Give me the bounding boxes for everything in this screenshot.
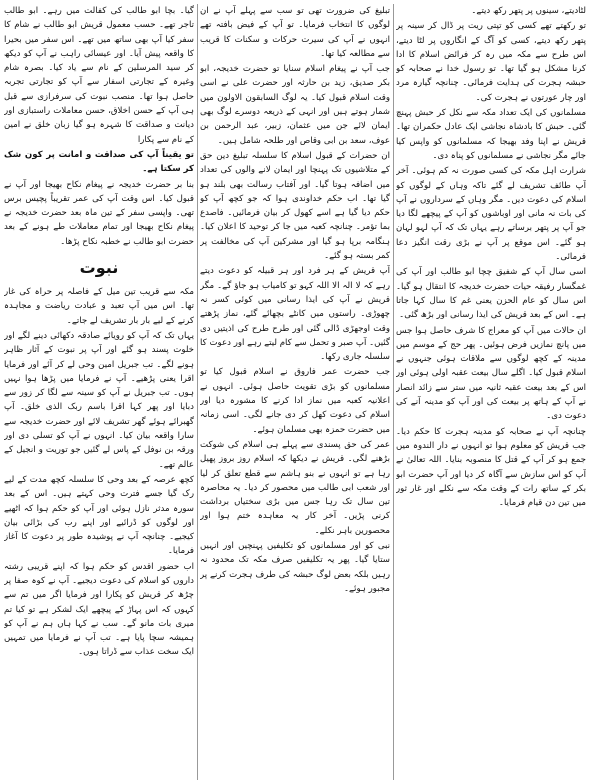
paragraph: جب آپ نے پیغام اسلام سنایا تو حضرت خدیجہ، ابو بکر صدیق، زید بن حارثہ اور حضرت علی نے اسی وقت اسلام قبول کیا۔ یہ لوگ السابقون الاولون میں شمار ہوتے ہیں اور انہی کے ذریعہ دوسرے لوگ بھی ایمان لائے جن میں عثمان، زبیر، عبد الرحمن بن عوف، سعد بن ابی وقاص اور طلحہ شامل ہیں۔ [200,64,390,146]
paragraph: اسی سال آپ کے شفیق چچا ابو طالب اور آپ کی غمگسار رفیقہ حیات حضرت خدیجہ کا انتقال ہو گیا۔ اس سال کو عام الحزن یعنی غم کا سال کہا جاتا ہے۔ اس کے بعد قریش کی ایذا رسانی اور بڑھ گئی۔ [396,267,586,321]
column-right-mid-paragraphs [4,178,194,249]
paragraph: جب حضرت عمر فاروق نے اسلام قبول کیا تو مسلمانوں کو بڑی تقویت حاصل ہوئی۔ انہوں نے اعلانیہ کعبہ میں نماز ادا کرنے کا مشورہ دیا اور اسلام کی دعوت کھل کر دی جانے لگی۔ اسی زمانہ میں حضرت حمزہ بھی مسلمان ہوئے۔ [200,367,390,435]
paragraph: مکہ سے قریب تین میل کے فاصلہ پر حراہ کی غار تھا۔ اس میں آپ تعبد و عبادت ریاضت و مجاہدہ کرنے کے لیے بار بار تشریف لے جاتے۔ [4,287,194,326]
paragraph: آپ قریش کے ہر فرد اور ہر قبیلہ کو دعوت دیتے رہے کہ لا الہ الا اللہ کہو تو کامیاب ہو جاؤ گے۔ مگر قریش نے آپ کی ایذا رسانی میں کوئی کسر نہ چھوڑی۔ راستوں میں کانٹے بچھائے گئے، نماز پڑھتے وقت اوجھڑی ڈالی گئی اور طرح طرح کی اذیتیں دی گئیں۔ آپ صبر و تحمل سے کام لیتے رہے اور دعوت کا سلسلہ جاری رکھا۔ [200,266,390,363]
paragraph: شرارت اہل مکہ کی کسی صورت نہ کم ہوئی۔ آخر آپ طائف تشریف لے گئے تاکہ وہاں کے لوگوں کو اسلام کی دعوت دیں۔ مگر وہاں کے سرداروں نے آپ کی بات نہ مانی اور اوباشوں کو آپ کے پیچھے لگا دیا جو آپ پر پتھر برساتے رہے یہاں تک کہ آپ لہو لہان ہو گئے۔ اس موقع پر آپ نے بڑی رقت انگیز دعا فرمائی۔ [396,166,586,263]
column-middle [200,4,390,780]
column-left [396,4,586,780]
paragraph: ان حالات میں آپ کو معراج کا شرف حاصل ہوا جس میں پانچ نمازیں فرض ہوئیں۔ پھر حج کے موسم میں مدینہ کے کچھ لوگوں سے ملاقات ہوئی جنہوں نے اسلام قبول کیا۔ اگلے سال بیعت عقبہ اولی ہوئی اور اس کے بعد بیعت عقبہ ثانیہ میں ستر سے زائد انصار نے آپ کے ہاتھ پر بیعت کی اور آپ کو مدینہ آنے کی دعوت دی۔ [396,325,586,422]
column-right [4,4,194,780]
paragraph: اب حضور اقدس کو حکم ہوا کہ اپنے قریبی رشتہ داروں کو اسلام کی دعوت دیجیے۔ آپ نے کوہ صفا پر چڑھ کر قریش کو پکارا اور فرمایا اگر میں تم سے کہوں کہ اس پہاڑ کے پیچھے ایک لشکر ہے تو کیا تم میری بات مانو گے۔ سب نے کہا ہاں ہم نے آپ کو ہمیشہ سچا پایا ہے۔ تب آپ نے فرمایا میں تمہیں ایک سخت عذاب سے ڈراتا ہوں۔ [4,561,194,658]
paragraph: عمر کی حق پسندی سے پہلے ہی اسلام کی شوکت بڑھنے لگی۔ قریش نے دیکھا کہ اسلام روز بروز پھیل رہا ہے تو انہوں نے بنو ہاشم سے قطع تعلق کر لیا اور شعب ابی طالب میں محصور کر دیا۔ یہ محاصرہ تین سال تک رہا جس میں بڑی سختیاں برداشت کرنی پڑیں۔ آخر کار یہ معاہدہ ختم ہوا اور محصورین باہر نکلے۔ [200,439,390,536]
column-divider [393,4,394,780]
column-divider [197,4,198,780]
section-heading: نبوت [79,258,119,278]
paragraph: مسلمانوں کی ایک تعداد مکہ سے نکل کر حبش پہنچ گئی۔ حبش کا بادشاہ نجاشی ایک عادل حکمران تھا۔ قریش نے اپنا وفد بھیجا کہ مسلمانوں کو واپس کیا جائے مگر نجاشی نے مسلمانوں کو پناہ دی۔ [396,108,586,161]
column-right-bottom-paragraphs [4,285,194,660]
paragraph: یہاں تک کہ آپ کو رویائے صادقہ دکھائی دینے لگے اور خلوت پسند ہو گئے اور آپ پر نبوت کے آثار ظاہر ہونے لگے۔ تب جبریل امین وحی لے کر آئے اور فرمایا اقرا یعنی پڑھیے۔ آپ نے فرمایا میں پڑھا ہوا نہیں ہوں۔ تب جبریل نے آپ کو سینہ سے لگا کر زور سے دبایا اور پھر کہا اقرا باسم ربک الذی خلق۔ آپ گھبرائے ہوئے گھر تشریف لائے اور حضرت خدیجہ سے سارا واقعہ بیان کیا۔ انہوں نے آپ کو تسلی دی اور ورقہ بن نوفل کے پاس لے گئیں جو توریت و انجیل کے عالم تھے۔ [4,330,194,470]
column-right-top-paragraphs [4,4,194,147]
paragraph: تو رکھتے تھے کسی کو تپتی ریت پر ڈال کر سینہ پر پتھر رکھ دیتے، کسی کو آگ کے انگاروں پر لٹا دیتے، اس طرح سے مکہ میں رہ کر فرائض اسلام کا ادا کرنا مشکل ہو گیا تھا۔ تو رسول خدا نے صحابہ کو حبشہ ہجرت کی ہدایت فرمائی۔ چنانچہ گیارہ مرد اور چار عورتوں نے ہجرت کی۔ [396,21,586,103]
paragraph: بنا بر حضرت خدیجہ نے پیغام نکاح بھیجا اور آپ نے قبول کیا۔ اس وقت آپ کی عمر تقریباً پچیس برس تھی۔ واپسی سفر کے تین ماہ بعد حضرت خدیجہ نے پیغام نکاح بھیجا اور تمام معاملات طے ہونے کے بعد حضرت ابو طالب نے خطبہ نکاح پڑھا۔ [4,179,194,247]
paragraph: ان حضرات کے قبول اسلام کا سلسلہ تبلیغ دین حق کے متلاشیوں تک پہنچا اور ایمان لانے والوں کی تعداد میں اضافہ ہوتا گیا۔ اور آفتاب رسالت بھی بلند ہو گیا تھا۔ اب حکم خداوندی ہوا کہ جو کچھ آپ کو حکم دیا گیا ہے اسے کھول کر بیان فرمائیں۔ فاصدع بما تؤمر۔ چنانچہ کعبہ میں جا کر توحید کا اعلان کیا۔ ہنگامہ برپا ہو گیا اور مشرکین آپ کی مخالفت پر کمر بستہ ہو گئے۔ [200,150,390,262]
paragraph: گیا۔ بچا ابو طالب کی کفالت میں رہے۔ ابو طالب تاجر تھے۔ حسب معمول قریش ابو طالب نے شام کا سفر کیا آپ بھی ساتھ میں تھے۔ اس سفر میں بحیرا کا واقعہ پیش آیا۔ اور عیسائی راہب نے آپ کو دیکھ کر سید المرسلین کے نام سے یاد کیا۔ بصرہ شام وغیرہ کے تجارتی اسفار سے آپ کو تجارتی تجربہ حاصل ہوا تھا۔ منصب نبوت کی سرفرازی سے قبل ہی آپ کے حسن اخلاق، حسن معاملات راستبازی اور دیانت و صداقت کا شہرہ ہو گیا زبان خلق نے امین کے نام سے پکارا [4,6,194,145]
bold-paragraph: تو یقیناً آپ کی صداقت و امانت پر کون شک کر سکتا ہے۔ [4,149,194,175]
paragraph: نبی کو اور مسلمانوں کو تکلیفیں پہنچیں اور انہیں ستایا گیا۔ پھر یہ تکلیفیں صرف مکہ تک محدود نہ رہیں بلکہ بعض لوگ حبشہ کی طرف ہجرت کرنے پر مجبور ہوئے۔ [200,540,390,594]
paragraph: لٹادیتے، سینوں پر پتھر رکھ دیتے۔ [471,6,586,16]
paragraph: تبلیغ کی ضرورت تھی تو سب سے پہلے آپ نے ان لوگوں کا انتخاب فرمایا۔ تو آپ کے فیض بافتہ تھے انہوں نے آپ کی سیرت حرکات و سکنات کا قریب سے مطالعہ کیا تھا۔ [200,6,390,59]
paragraph: کچھ عرصہ کے بعد وحی کا سلسلہ کچھ مدت کے لیے رک گیا جسے فترت وحی کہتے ہیں۔ اس کے بعد سورہ مدثر نازل ہوئی اور آپ کو حکم ہوا کہ اٹھیے اور لوگوں کو ڈرائیے اور اپنے رب کی بڑائی بیان کیجیے۔ چنانچہ آپ نے پوشیدہ طور پر دعوت کا آغاز فرمایا۔ [4,474,194,557]
paragraph: چنانچہ آپ نے صحابہ کو مدینہ ہجرت کا حکم دیا۔ جب قریش کو معلوم ہوا تو انہوں نے دار الندوہ میں جمع ہو کر آپ کے قتل کا منصوبہ بنایا۔ اللہ تعالیٰ نے آپ کو اس سازش سے آگاہ کر دیا اور آپ حضرت ابو بکر کے ساتھ رات کے وقت مکہ سے نکلے اور غار ثور میں تین دن قیام فرمایا۔ [396,426,586,509]
